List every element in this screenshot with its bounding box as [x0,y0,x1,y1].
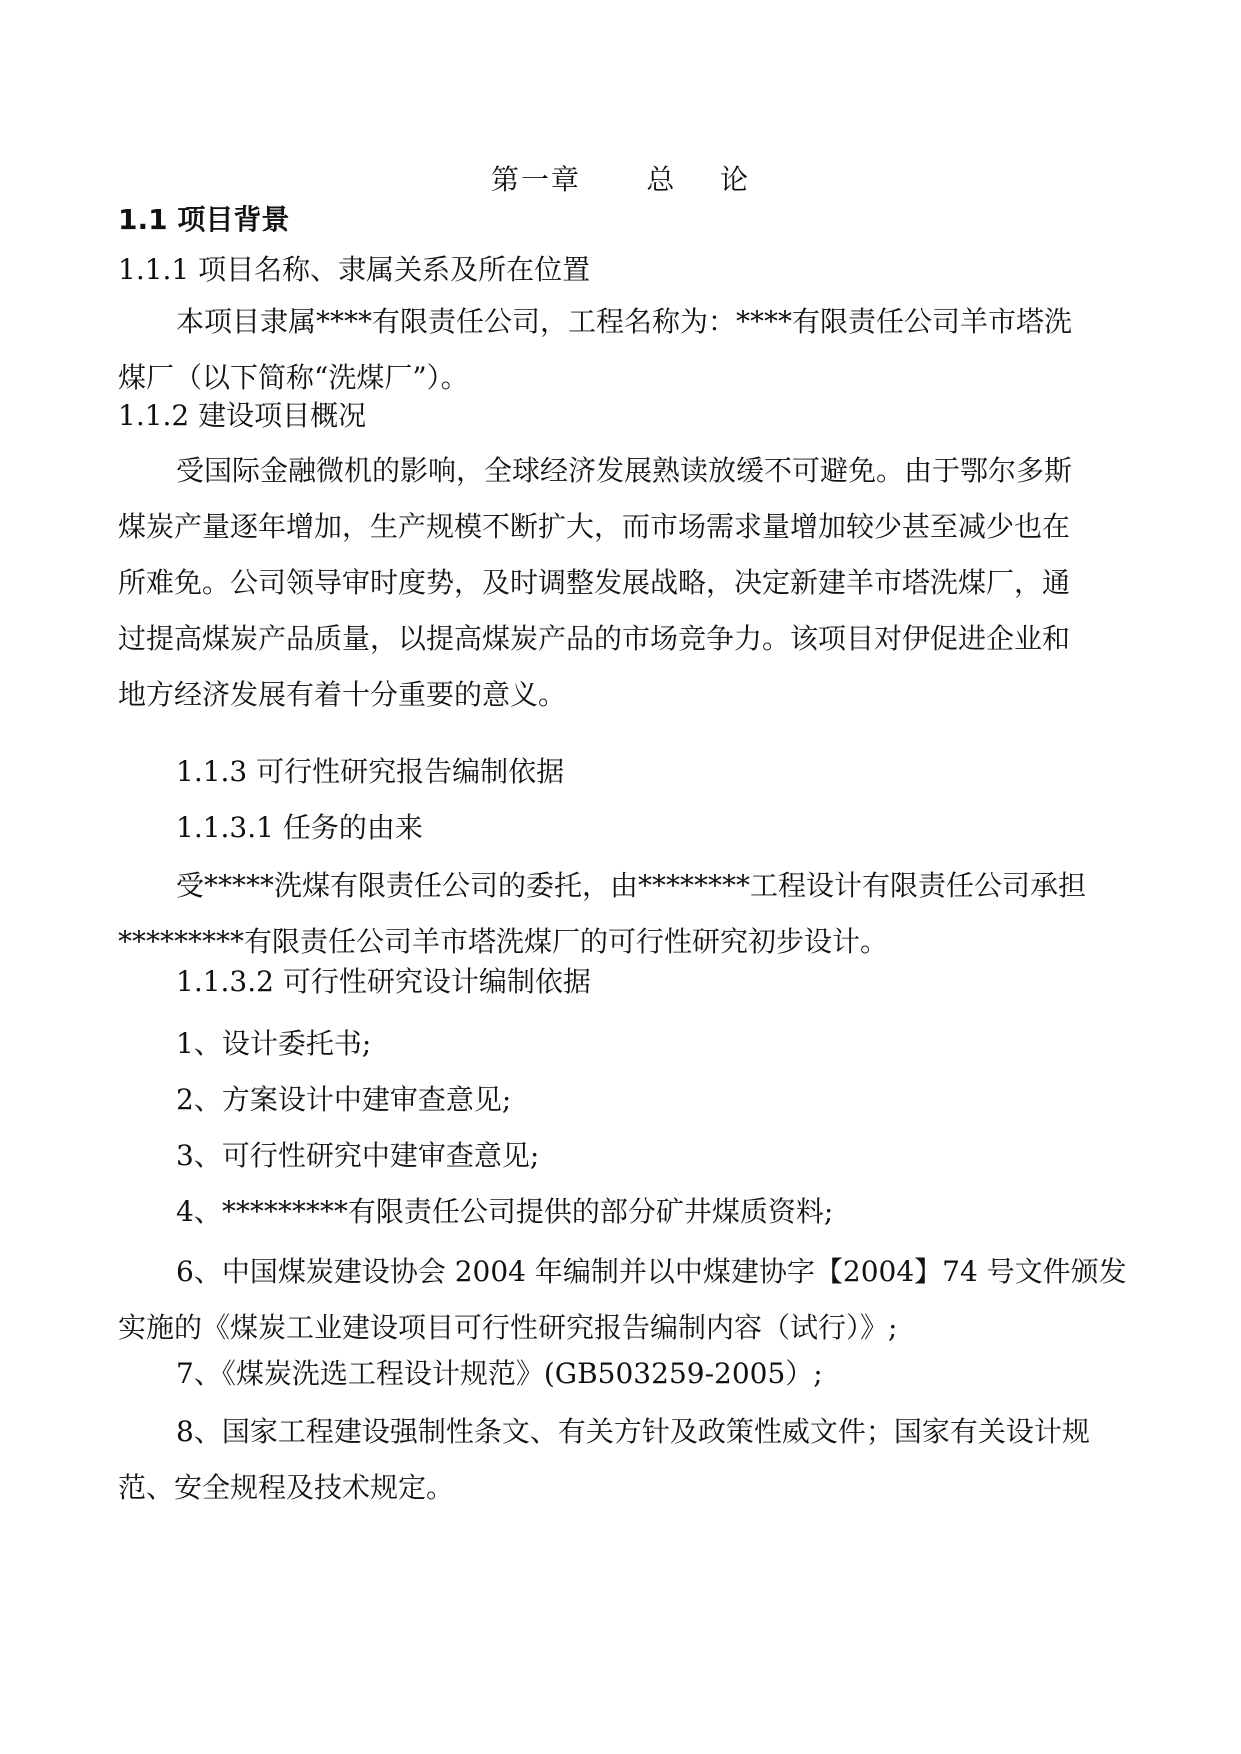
paragraph-line: 受*****洗煤有限责任公司的委托，由********工程设计有限责任公司承担 [176,869,1087,902]
paragraph-line: 过提高煤炭产品质量，以提高煤炭产品的市场竞争力。该项目对伊促进企业和 [118,622,1071,655]
subsection-heading-1-1-1: 1.1.1 项目名称、隶属关系及所在位置 [118,253,591,286]
paragraph-line: 实施的《煤炭工业建设项目可行性研究报告编制内容（试行）》; [118,1311,898,1344]
paragraph-line: 煤厂（以下简称“洗煤厂”）。 [118,361,469,394]
paragraph-line: 8、国家工程建设强制性条文、有关方针及政策性威文件；国家有关设计规 [176,1415,1090,1448]
chapter-title: 第一章 总 论 [490,163,750,196]
paragraph-line: 所难免。公司领导审时度势，及时调整发展战略，决定新建羊市塔洗煤厂，通 [118,566,1071,599]
paragraph-line: 煤炭产量逐年增加，生产规模不断扩大，而市场需求量增加较少甚至减少也在 [118,510,1071,543]
paragraph-1-1-2 [118,443,1128,723]
paragraph-line: 地方经济发展有着十分重要的意义。 [118,678,567,711]
subsection-heading-1-1-3: 1.1.3 可行性研究报告编制依据 [176,755,565,788]
basis-list [118,1016,1128,1240]
section-heading-1-1: 1.1 项目背景 [118,203,290,236]
paragraph-line: 6、中国煤炭建设协会 2004 年编制并以中煤建协字【2004】74 号文件颁发 [176,1255,1127,1288]
paragraph-line: 范、安全规程及技术规定。 [118,1471,455,1504]
basis-item-7: 7、《煤炭洗选工程设计规范》(GB503259-2005）; [176,1357,823,1390]
basis-item: 4、*********有限责任公司提供的部分矿井煤质资料; [176,1195,834,1228]
paragraph-line: *********有限责任公司羊市塔洗煤厂的可行性研究初步设计。 [118,925,889,958]
basis-item: 2、方案设计中建审查意见; [176,1083,512,1116]
subsection-heading-1-1-2: 1.1.2 建设项目概况 [118,399,367,432]
paragraph-line: 本项目隶属****有限责任公司，工程名称为：****有限责任公司羊市塔洗 [176,305,1073,338]
subsection-heading-1-1-3-1: 1.1.3.1 任务的由来 [176,811,423,844]
subsection-heading-1-1-3-2: 1.1.3.2 可行性研究设计编制依据 [176,965,591,998]
basis-item-6 [118,1244,1128,1356]
basis-item: 3、可行性研究中建审查意见; [176,1139,540,1172]
paragraph-1-1-1 [118,294,1128,406]
basis-item-8 [118,1404,1128,1516]
basis-item: 1、设计委托书; [176,1027,372,1060]
paragraph-line: 受国际金融微机的影响，全球经济发展熟读放缓不可避免。由于鄂尔多斯 [176,454,1073,487]
paragraph-1-1-3-1 [118,858,1128,970]
